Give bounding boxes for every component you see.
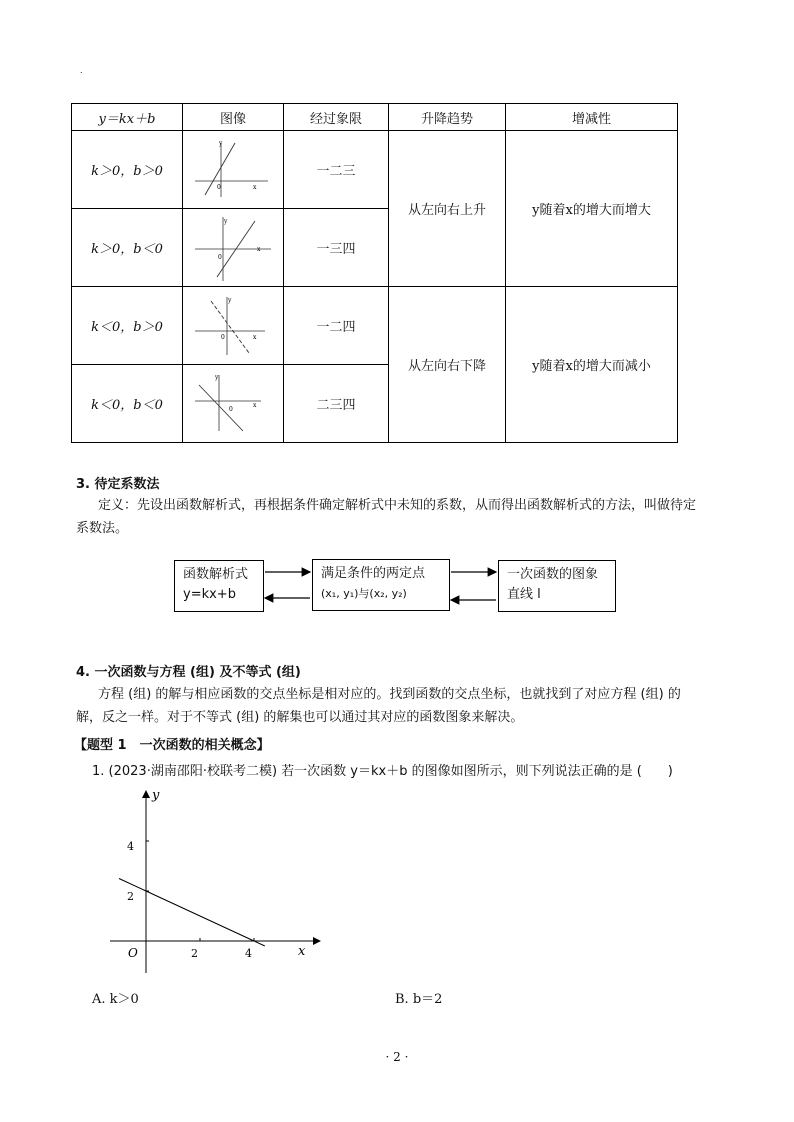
mini-graph-4 (193, 371, 273, 437)
table-row (72, 287, 678, 365)
monotonic-decrease-cell: y随着x的增大而减小 (506, 287, 678, 443)
quadrants-cell: 二三四 (284, 365, 389, 443)
section-3-title: 3. 待定系数法 (76, 477, 160, 492)
svg-text:0: 0 (217, 183, 221, 191)
mini-graph-cell (183, 209, 284, 287)
monotonic-increase-cell: y随着x的增大而增大 (506, 131, 678, 287)
function-line (119, 879, 265, 947)
x-tick-label: 2 (191, 947, 198, 960)
section-4-line-1: 方程 (组) 的解与相应函数的交点坐标是相对应的。找到函数的交点坐标，也就找到了对应方程 (组) 的 (98, 687, 681, 702)
header-image: 图像 (183, 104, 284, 131)
option-b[interactable]: B. b＝2 (395, 992, 443, 1007)
section-3-line-2: 系数法。 (76, 521, 129, 536)
option-a[interactable]: A. k＞0 (92, 992, 139, 1007)
svg-text:x: x (253, 333, 257, 341)
condition-cell: k＜0，b＞0 (72, 287, 183, 365)
question-text: 1. (2023·湖南邵阳·校联考二模) 若一次函数 y＝kx＋b 的图像如图所示，则下列说法正确的是 ( ) (92, 764, 673, 779)
table-header-row (72, 104, 678, 131)
section-4-title: 4. 一次函数与方程 (组) 及不等式 (组) (76, 665, 301, 680)
trend-up-cell: 从左向右上升 (389, 131, 506, 287)
svg-text:0: 0 (229, 405, 233, 413)
condition-cell: k＜0，b＜0 (72, 365, 183, 443)
flow-box-line-line1: 一次函数的图象 (507, 567, 599, 582)
header-monotonicity: 增减性 (506, 104, 678, 131)
header-quadrants: 经过象限 (284, 104, 389, 131)
y-tick-label: 2 (127, 890, 134, 903)
flow-box-formula (174, 560, 264, 612)
svg-text:x: x (257, 245, 261, 253)
header-trend: 升降趋势 (389, 104, 506, 131)
condition-cell: k＞0，b＜0 (72, 209, 183, 287)
flow-box-points (312, 559, 450, 611)
condition-cell: k＞0，b＞0 (72, 131, 183, 209)
mini-graph-2 (193, 213, 273, 283)
svg-text:x: x (253, 183, 257, 191)
table-row (72, 131, 678, 209)
flow-box-line-line2: 直线 l (507, 587, 541, 602)
question-graph (100, 785, 330, 975)
mini-graph-cell (183, 287, 284, 365)
property-table (71, 103, 678, 443)
svg-text:0: 0 (218, 253, 222, 261)
mini-graph-3 (193, 293, 273, 359)
quadrants-cell: 一二四 (284, 287, 389, 365)
y-tick-label: 4 (127, 840, 134, 853)
svg-text:y: y (224, 217, 228, 225)
mini-graph-cell (183, 131, 284, 209)
page-mark: . (80, 66, 83, 75)
mini-graph-1 (193, 137, 273, 203)
flow-box-formula-line2: y=kx+b (183, 587, 236, 602)
section-3-line-1: 定义：先设出函数解析式，再根据条件确定解析式中未知的系数，从而得出函数解析式的方法，叫做待定 (98, 498, 697, 513)
quadrants-cell: 一三四 (284, 209, 389, 287)
quadrants-cell: 一二三 (284, 131, 389, 209)
section-4-line-2: 解，反之一样。对于不等式 (组) 的解集也可以通过其对应的函数图象来解决。 (76, 710, 524, 725)
origin-label: O (128, 946, 138, 960)
header-equation: y＝kx＋b (72, 104, 183, 131)
x-axis-label: x (298, 944, 306, 959)
mini-graph-cell (183, 365, 284, 443)
page-number: · 2 · (385, 1050, 409, 1064)
y-axis-label: y (152, 788, 160, 803)
svg-text:x: x (253, 401, 257, 409)
topic-heading: 【题型 1 一次函数的相关概念】 (74, 738, 270, 753)
x-tick-label: 4 (245, 947, 252, 960)
trend-down-cell: 从左向右下降 (389, 287, 506, 443)
svg-text:y: y (219, 139, 223, 147)
flow-box-formula-line1: 函数解析式 (183, 567, 249, 582)
flow-box-line (498, 560, 616, 612)
svg-text:0: 0 (221, 333, 225, 341)
flow-box-points-line1: 满足条件的两定点 (321, 566, 426, 581)
flow-box-points-line2: (x₁, y₁)与(x₂, y₂) (321, 587, 407, 600)
svg-text:y: y (215, 373, 219, 381)
svg-text:y: y (228, 296, 232, 304)
